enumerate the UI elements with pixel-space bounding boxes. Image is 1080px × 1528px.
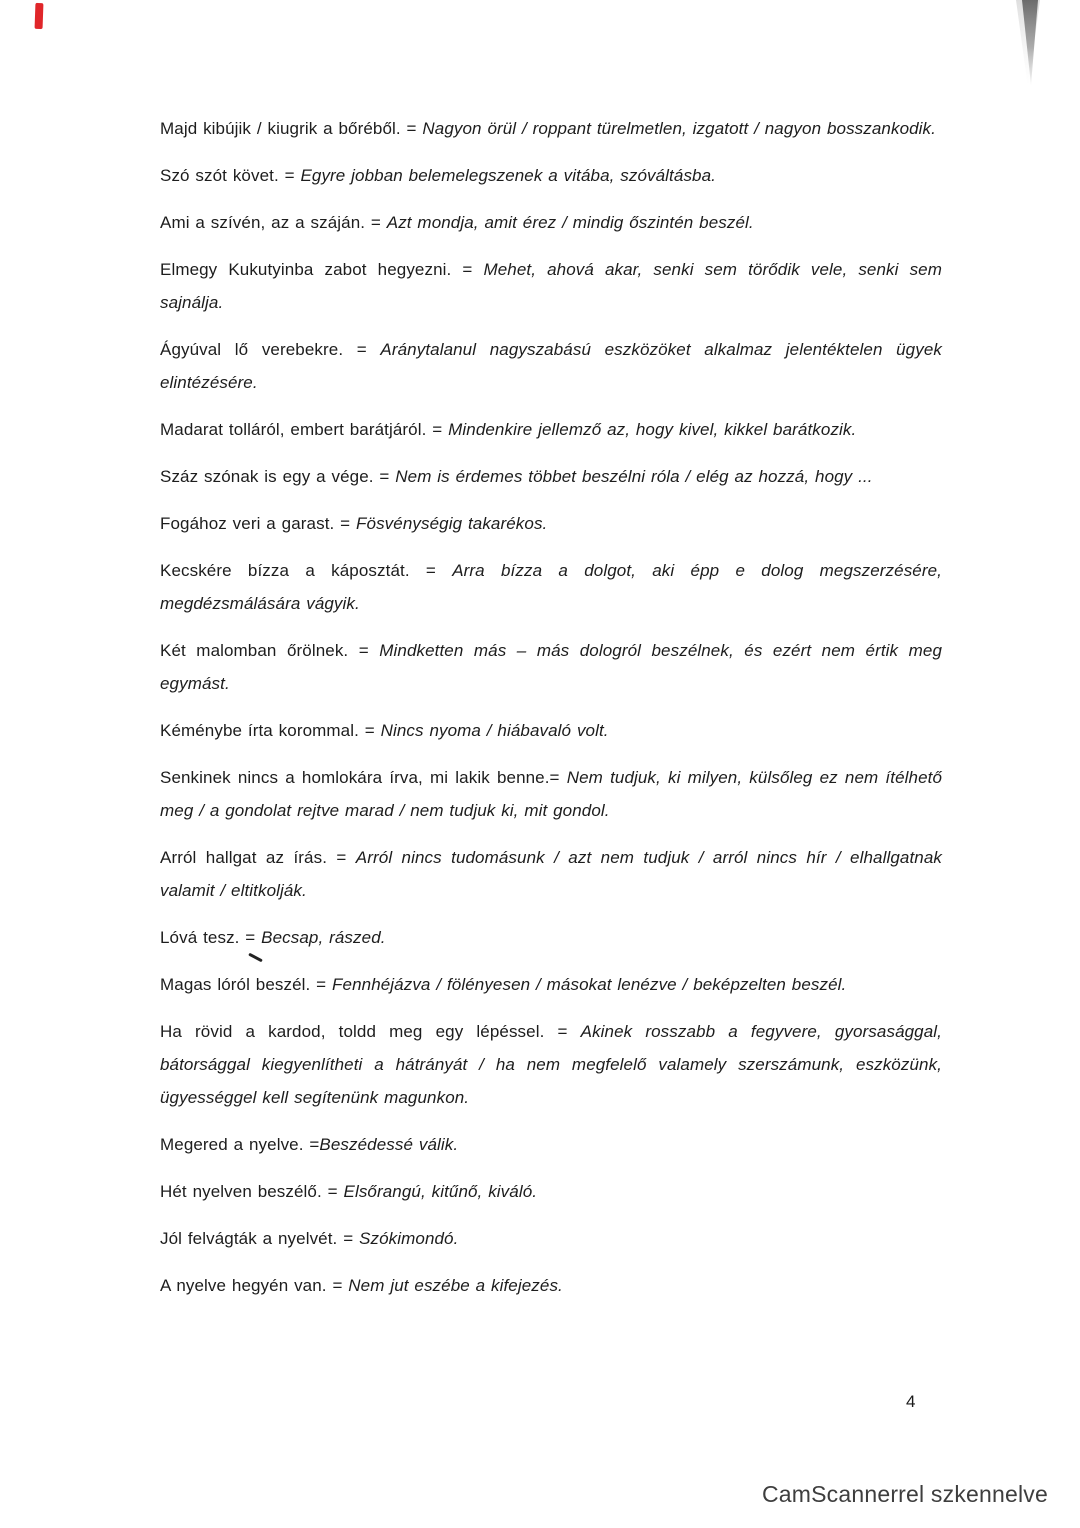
meaning-text: Nem tudjuk, ki milyen, külsőleg ez nem ítélhető meg / a gondolat rejtve marad / nem tudjuk ki, mit gondol. (160, 768, 942, 820)
idiom-text: Megered a nyelve. = (160, 1135, 320, 1154)
idiom-text: Hét nyelven beszélő. = (160, 1182, 344, 1201)
idiom-text: Lóvá tesz. = (160, 928, 262, 947)
idiom-text: Ágyúval lő verebekre. = (160, 340, 381, 359)
meaning-text: Nem jut eszébe a kifejezés. (348, 1276, 563, 1295)
camscanner-footer: CamScannerrel szkennelve (761, 1481, 1048, 1507)
idiom-text: Száz szónak is egy a vége. = (160, 467, 396, 486)
meaning-text: Becsap, rászed. (261, 928, 386, 947)
meaning-text: Szókimondó. (359, 1229, 459, 1248)
idiom-entry (160, 968, 942, 1001)
idiom-entry (160, 1269, 942, 1302)
idiom-entry (160, 1222, 942, 1255)
idiom-text: Elmegy Kukutyinba zabot hegyezni. = (160, 260, 484, 279)
meaning-text: Mehet, ahová akar, senki sem törődik vele, senki sem sajnálja. (160, 260, 942, 312)
idiom-entry (160, 206, 942, 239)
meaning-text: Fösvénységig takarékos. (356, 514, 548, 533)
idiom-entry (160, 507, 942, 540)
idiom-text: Senkinek nincs a homlokára írva, mi lakik benne.= (160, 768, 567, 787)
meaning-text: Arra bízza a dolgot, aki épp e dolog megszerzésére, megdézsmálására vágyik. (160, 561, 942, 613)
idiom-entry (160, 634, 942, 700)
idiom-text: Kéménybe írta korommal. = (160, 721, 381, 740)
idiom-text: Ha rövid a kardod, toldd meg egy lépéssel. = (160, 1022, 581, 1041)
idiom-text: Ami a szívén, az a száján. = (160, 213, 387, 232)
scan-corner-smudge (1014, 0, 1048, 95)
meaning-text: Fennhéjázva / fölényesen / másokat lenézve / beképzelten beszél. (332, 975, 847, 994)
meaning-text: Beszédessé válik. (319, 1135, 459, 1154)
idiom-entry (160, 253, 942, 319)
idiom-text: Madarat tolláról, embert barátjáról. = (160, 420, 449, 439)
idiom-entry (160, 841, 942, 907)
meaning-text: Nem is érdemes többet beszélni róla / elég az hozzá, hogy ... (395, 467, 873, 486)
scan-red-mark (35, 3, 44, 29)
idiom-text: Két malomban őrölnek. = (160, 641, 380, 660)
idiom-text: Magas lóról beszél. = (160, 975, 333, 994)
meaning-text: Azt mondja, amit érez / mindig őszintén beszél. (386, 213, 754, 232)
meaning-text: Akinek rosszabb a fegyvere, gyorsasággal, bátorsággal kiegyenlítheti a hátrányát / ha nem megfelelő valamely szerszámunk, eszközünk, ügyességgel kell segítenünk magunkon. (160, 1022, 942, 1107)
idiom-text: Fogához veri a garast. = (160, 514, 357, 533)
meaning-text: Egyre jobban belemelegszenek a vitába, szóváltásba. (300, 166, 716, 185)
idiom-text: Szó szót követ. = (160, 166, 301, 185)
idiom-entry (160, 333, 942, 399)
idiom-text: A nyelve hegyén van. = (160, 1276, 349, 1295)
meaning-text: Arról nincs tudomásunk / azt nem tudjuk / arról nincs hír / elhallgatnak valamit / eltitkolják. (160, 848, 942, 900)
idiom-entry (160, 1128, 942, 1161)
idiom-text: Jól felvágták a nyelvét. = (160, 1229, 360, 1248)
idiom-entry (160, 1015, 942, 1114)
meaning-text: Elsőrangú, kitűnő, kiváló. (343, 1182, 538, 1201)
idiom-entry (160, 1175, 942, 1208)
meaning-text: Mindketten más – más dologról beszélnek, és ezért nem értik meg egymást. (160, 641, 943, 693)
idiom-entry (160, 112, 942, 145)
meaning-text: Nincs nyoma / hiábavaló volt. (380, 721, 609, 740)
idiom-entry (160, 921, 942, 954)
idiom-text: Arról hallgat az írás. = (160, 848, 356, 867)
idiom-entry (160, 761, 942, 827)
meaning-text: Mindenkire jellemző az, hogy kivel, kikkel barátkozik. (448, 420, 857, 439)
idiom-text: Majd kibújik / kiugrik a bőréből. = (160, 119, 423, 138)
meaning-text: Aránytalanul nagyszabású eszközöket alkalmaz jelentéktelen ügyek elintézésére. (160, 340, 942, 392)
meaning-text: Nagyon örül / roppant türelmetlen, izgatott / nagyon bosszankodik. (422, 119, 936, 138)
idiom-entry (160, 159, 942, 192)
idiom-entry (160, 413, 942, 446)
idiom-entry (160, 460, 942, 493)
idiom-text: Kecskére bízza a káposztát. = (160, 561, 453, 580)
idiom-entry (160, 714, 942, 747)
idiom-entry (160, 554, 942, 620)
idiom-list (160, 112, 942, 1316)
page-number: 4 (906, 1392, 916, 1411)
